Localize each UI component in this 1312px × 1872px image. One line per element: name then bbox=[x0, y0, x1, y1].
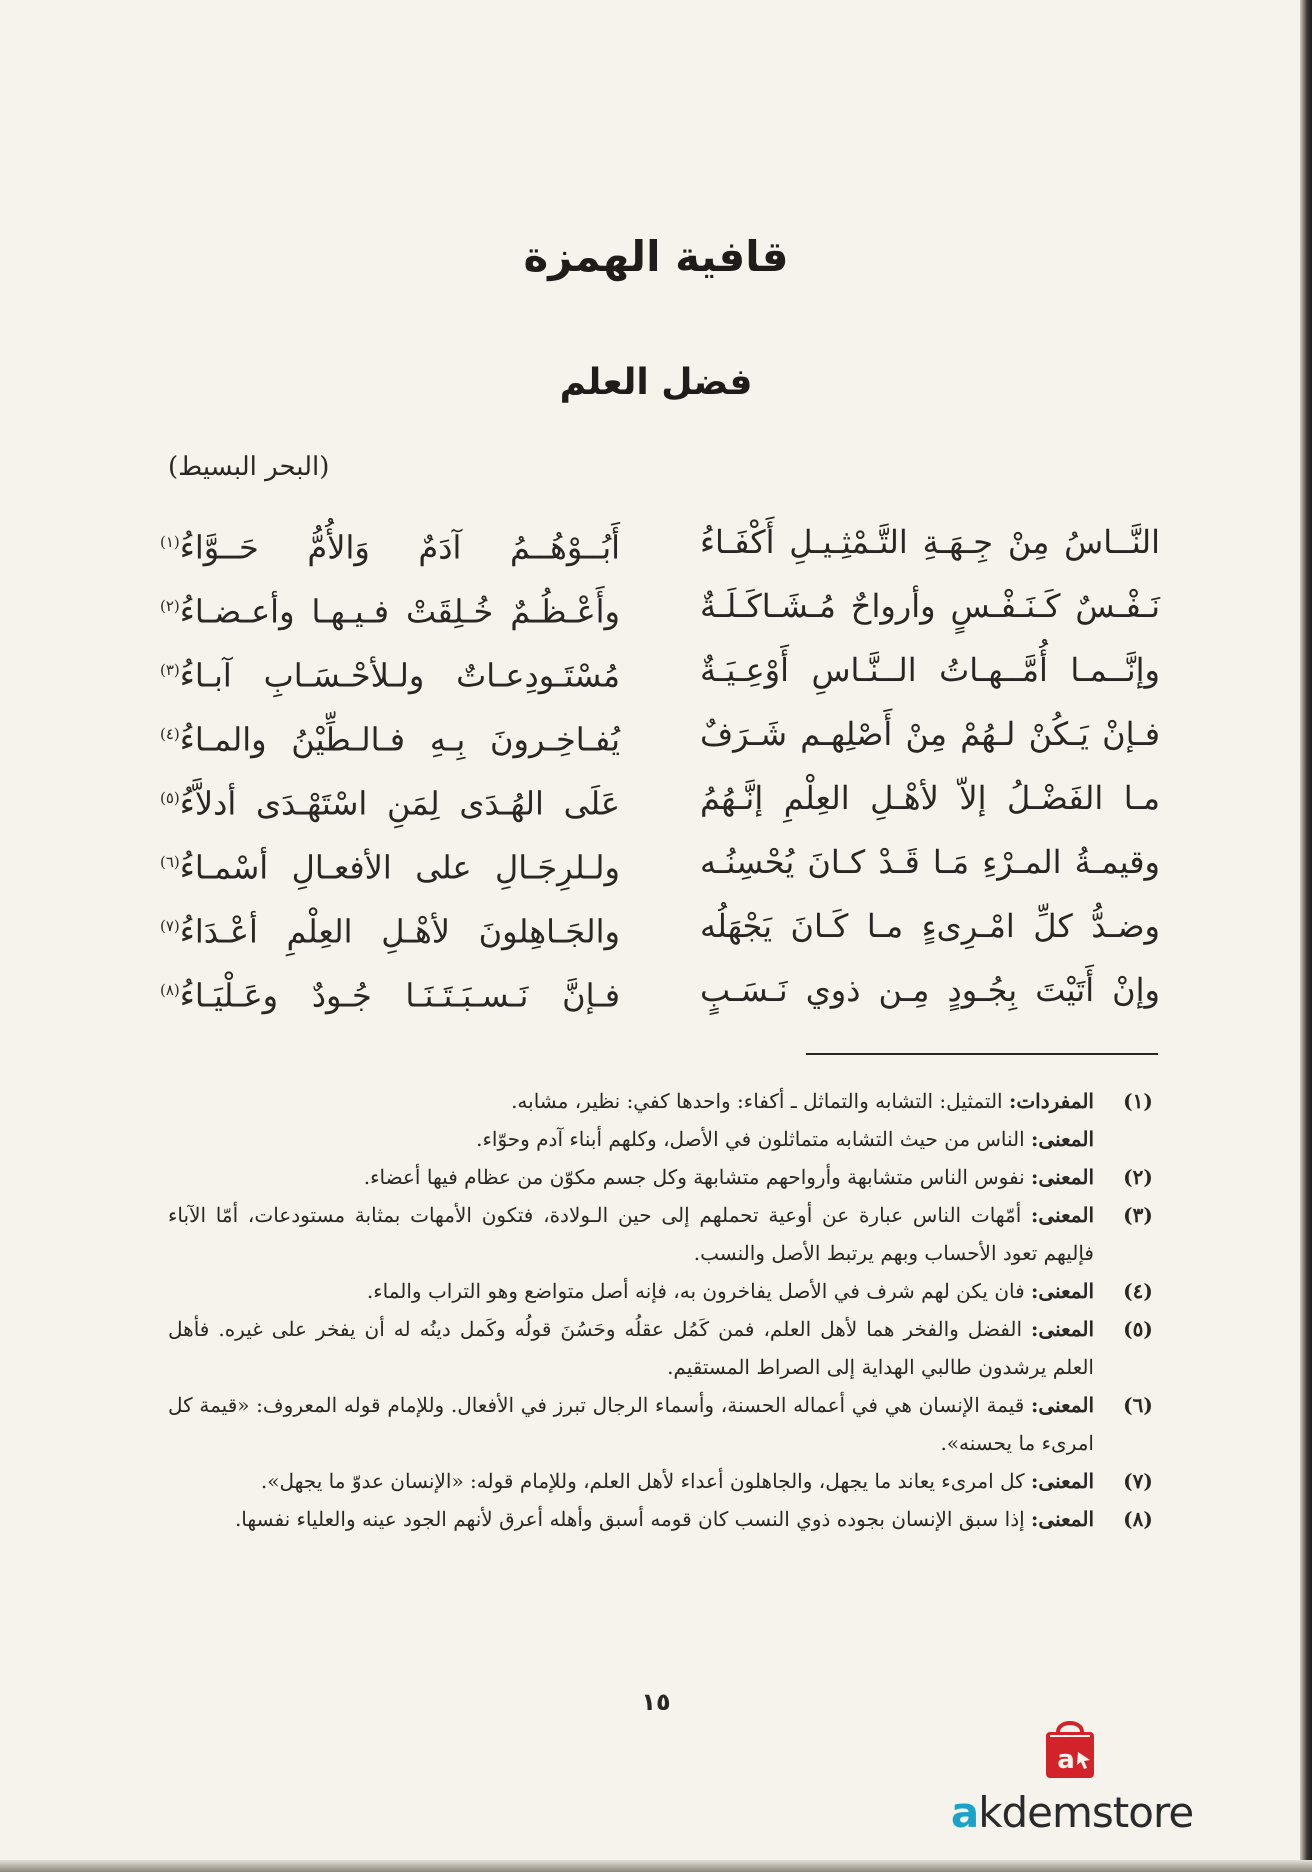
hemistich-text: يُفـاخِـرونَ بِـهِ فـالـطِّيْنُ والمـاءُ bbox=[179, 720, 620, 759]
footnote-label: المعنى: bbox=[1031, 1279, 1094, 1303]
verse-second-hemistich bbox=[160, 894, 620, 958]
verse bbox=[160, 958, 1160, 1022]
verse-second-hemistich bbox=[160, 574, 620, 638]
footnote-row bbox=[168, 1272, 1094, 1310]
footnote-row bbox=[168, 1158, 1094, 1196]
footnote-marker: (١) bbox=[160, 533, 180, 551]
store-name bbox=[932, 1788, 1212, 1837]
footnote-number: (٣) bbox=[1123, 1203, 1153, 1227]
footnote bbox=[168, 1500, 1164, 1538]
footnote-label: المعنى: bbox=[1031, 1127, 1094, 1151]
footnote-number: (٥) bbox=[1123, 1317, 1153, 1341]
footnote-text: قيمة الإنسان هي في أعماله الحسنة، وأسماء الرجال تبرز في الأفعال. وللإمام قوله المعروف: «قيمة كل امرىء ما يحسنه». bbox=[168, 1393, 1094, 1455]
verse-second-hemistich bbox=[160, 510, 620, 574]
verse-second-hemistich bbox=[160, 766, 620, 830]
footnote-number: (٦) bbox=[1123, 1393, 1153, 1417]
footnote-row bbox=[168, 1386, 1094, 1462]
footnote-marker: (٤) bbox=[160, 725, 180, 743]
verse-second-hemistich bbox=[160, 958, 620, 1022]
footnote bbox=[168, 1082, 1164, 1158]
footnote-text: الناس من حيث التشابه متماثلون في الأصل، وكلهم أبناء آدم وحوّاء. bbox=[476, 1127, 1032, 1151]
footnote-number: (٢) bbox=[1123, 1165, 1153, 1189]
verse bbox=[160, 894, 1160, 958]
footnote-label: المعنى: bbox=[1031, 1317, 1094, 1341]
footnote-row bbox=[168, 1500, 1094, 1538]
footnote bbox=[168, 1272, 1164, 1310]
verse-first-hemistich: نَـفْـسٌ كَـنَـفْـسٍ وأرواحٌ مُـشَـاكَـلَـةٌ bbox=[700, 587, 1160, 625]
footnote-text: التمثيل: التشابه والتماثل ـ أكفاء: واحدها كفي: نظير، مشابه. bbox=[511, 1089, 1009, 1113]
footnote-marker: (٢) bbox=[160, 597, 180, 615]
footnote-number: (١) bbox=[1123, 1089, 1153, 1113]
verse bbox=[160, 766, 1160, 830]
verse-second-hemistich bbox=[160, 638, 620, 702]
svg-text:a: a bbox=[1057, 1745, 1075, 1775]
hemistich-text: والجَـاهِلونَ لأهْـلِ العِلْمِ أعْـدَاءُ bbox=[179, 912, 620, 951]
verse bbox=[160, 574, 1160, 638]
verse-first-hemistich: مـا الفَضْـلُ إلاّ لأهْـلِ العِلْمِ إنَّـهُمُ bbox=[700, 779, 1160, 817]
footnote bbox=[168, 1310, 1164, 1386]
store-name-rest: kdemstore bbox=[978, 1788, 1194, 1837]
footnote-label: المعنى: bbox=[1031, 1165, 1094, 1189]
poem-meter: (البحر البسيط) bbox=[168, 452, 330, 482]
footnote-row bbox=[168, 1196, 1094, 1272]
footnote-text: نفوس الناس متشابهة وأرواحهم متشابهة وكل جسم مكوّن من عظام فيها أعضاء. bbox=[363, 1165, 1032, 1189]
footnote-marker: (٨) bbox=[160, 981, 180, 999]
footnote bbox=[168, 1158, 1164, 1196]
footnote-row bbox=[168, 1310, 1094, 1386]
verse-second-hemistich bbox=[160, 830, 620, 894]
verse-first-hemistich: النَّــاسُ مِنْ جِـهَـةِ التَّـمْثِـيـلِ أَكْفَـاءُ bbox=[700, 523, 1160, 561]
footnote-marker: (٥) bbox=[160, 789, 180, 807]
footnotes bbox=[168, 1082, 1164, 1538]
footnote-text: الفضل والفخر هما لأهل العلم، فمن كَمُل عقلُه وحَسُنَ قولُه وكَمل دينُه له أن يفخر على غيره. فأهل العلم يرشدون طالبي الهداية إلى الصراط المستقيم. bbox=[168, 1317, 1094, 1379]
footnote-text: إذا سبق الإنسان بجوده ذوي النسب كان قومه أسبق وأهله أعرق لأنهم الجود عينه والعلياء نفسها. bbox=[234, 1507, 1032, 1531]
verse bbox=[160, 638, 1160, 702]
footnote-text: فان يكن لهم شرف في الأصل يفاخرون به، فإنه أصل متواضع وهو التراب والماء. bbox=[366, 1279, 1032, 1303]
verse bbox=[160, 702, 1160, 766]
poem-verses bbox=[160, 510, 1160, 1030]
footnote-number: (٧) bbox=[1123, 1469, 1153, 1493]
page-number: ١٥ bbox=[641, 1688, 671, 1716]
shopping-bag-icon bbox=[1040, 1716, 1100, 1782]
hemistich-text: مُسْتَـودِعـاتٌ ولـلأحْـسَـابِ آبـاءُ bbox=[179, 656, 620, 695]
footnote-label: المفردات: bbox=[1008, 1089, 1094, 1113]
footnote-label: المعنى: bbox=[1031, 1507, 1094, 1531]
footnote-text: كل امرىء يعاند ما يجهل، والجاهلون أعداء لأهل العلم، وللإمام قوله: «الإنسان عدوّ ما يجهل». bbox=[260, 1469, 1032, 1493]
footnote-row bbox=[168, 1462, 1094, 1500]
verse-first-hemistich: وإنْ أَتَيْتَ بِجُـودٍ مِـن ذوي نَـسَـبٍ bbox=[700, 971, 1160, 1009]
store-name-accent: a bbox=[950, 1788, 979, 1837]
footnote-row bbox=[168, 1120, 1094, 1158]
store-watermark-logo bbox=[932, 1716, 1212, 1846]
verse bbox=[160, 510, 1160, 574]
verse-first-hemistich: وإنَّــمـا أُمَّــهـاتُ الــنَّـاسِ أَوْعِـيَـةٌ bbox=[700, 651, 1160, 689]
footnote bbox=[168, 1386, 1164, 1462]
poem-title: فضل العلم bbox=[559, 362, 753, 403]
footnote-marker: (٣) bbox=[160, 661, 180, 679]
footnote-number: (٨) bbox=[1123, 1507, 1153, 1531]
footnote bbox=[168, 1196, 1164, 1272]
footnote-label: المعنى: bbox=[1031, 1203, 1094, 1227]
verse-first-hemistich: وضـدُّ كلِّ امْـرِىءٍ مـا كَـانَ يَجْهَلُه bbox=[700, 907, 1160, 945]
footnote-marker: (٦) bbox=[160, 853, 180, 871]
hemistich-text: فـإنَّ نَـسـبَـتَـنَـا جُـودٌ وعَـلْيَـاءُ bbox=[179, 976, 620, 1015]
footnote-separator bbox=[806, 1053, 1158, 1055]
hemistich-text: أَبُــوْهُــمُ آدَمٌ وَالأُمُّ حَــوَّاءُ bbox=[179, 528, 620, 567]
page-edge-bottom bbox=[0, 1860, 1312, 1872]
footnote-number: (٤) bbox=[1123, 1279, 1153, 1303]
chapter-title: قافية الهمزة bbox=[523, 232, 789, 281]
hemistich-text: وأَعْـظُـمٌ خُـلِقَتْ فـيـهـا وأعـضـاءُ bbox=[179, 592, 620, 631]
hemistich-text: عَلَى الهُـدَى لِمَنِ اسْتَهْـدَى أدلاَّءُ bbox=[179, 784, 620, 823]
verse-first-hemistich: فـإنْ يَـكُنْ لـهُمْ مِنْ أَصْلِهـم شَـرَفٌ bbox=[700, 715, 1160, 753]
footnote-label: المعنى: bbox=[1031, 1393, 1094, 1417]
footnote-marker: (٧) bbox=[160, 917, 180, 935]
verse-second-hemistich bbox=[160, 702, 620, 766]
footnote bbox=[168, 1462, 1164, 1500]
verse bbox=[160, 830, 1160, 894]
footnote-label: المعنى: bbox=[1031, 1469, 1094, 1493]
footnote-row bbox=[168, 1082, 1094, 1120]
hemistich-text: ولـلرِجَـالِ على الأفعـالِ أسْمـاءُ bbox=[179, 848, 620, 887]
footnote-text: أمّهات الناس عبارة عن أوعية تحملهم إلى حين الـولادة، فتكون الأمهات بمثابة مستودعات، أمّا الآباء فإليهم تعود الأحساب وبهم يرتبط الأصل والنسب. bbox=[168, 1203, 1094, 1265]
verse-first-hemistich: وقيمـةُ المـرْءِ مَـا قَـدْ كـانَ يُحْسِنُـه bbox=[700, 843, 1160, 881]
